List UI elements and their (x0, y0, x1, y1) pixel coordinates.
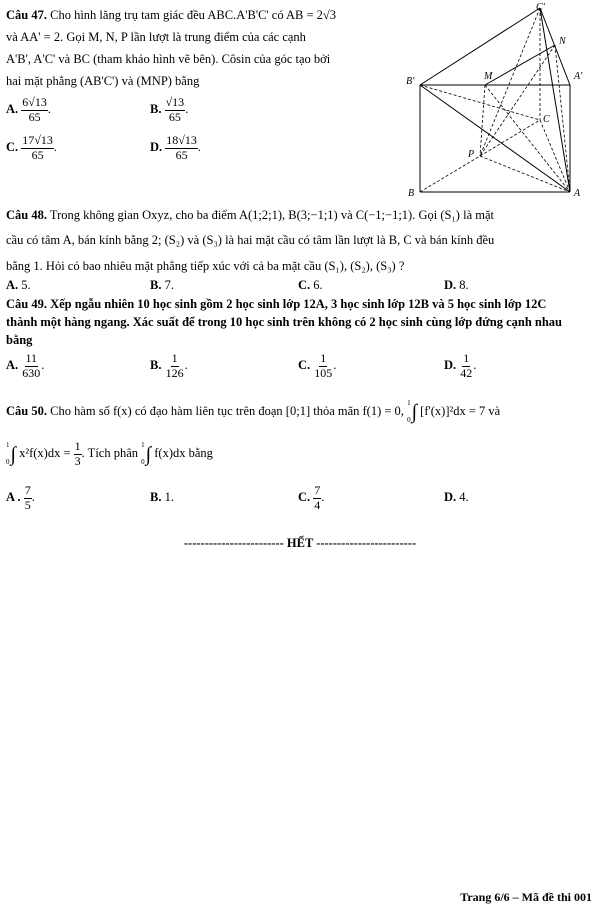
q50-option-d[interactable]: D. 4. (444, 490, 469, 504)
q48-label: Câu 48. (6, 208, 47, 222)
fraction: $\frac{1}{126}$ (165, 351, 184, 380)
q49-label: Câu 49. (6, 297, 47, 311)
q48-option-b[interactable]: B. 7. (150, 278, 174, 292)
q48-line1: Câu 48. Trong không gian Oxyz, cho ba điểm A(1;2;1), B(3;−1;1) và C(−1;−1;1). Gọi (S₁) là mặt (6, 208, 494, 222)
q48-option-d[interactable]: D. 8. (444, 278, 469, 292)
label-B: B (408, 188, 415, 199)
page-footer: Trang 6/6 – Mã đề thi 001 (460, 890, 592, 904)
q50-line2: 1 0 ∫ x²f(x)dx = $\frac{1}{3}$ . Tích phân 1 0 ∫ f(x)dx bằng (6, 439, 213, 468)
fraction: $\frac{6√13}{65}$ (22, 95, 47, 124)
fraction: $\frac{1}{42}$ (460, 351, 473, 380)
label-B': B' (406, 76, 415, 87)
fraction: $\frac{18√13}{65}$ (166, 133, 197, 162)
label-N: N (559, 36, 566, 47)
q49-option-d[interactable]: D. $\frac{1}{42}$ . (444, 351, 477, 380)
label-C: C (543, 114, 550, 125)
q47-line2: và AA' = 2. Gọi M, N, P lần lượt là trung điểm của các cạnh (6, 30, 306, 44)
q47-option-d[interactable]: D. $\frac{18√13}{65}$ . (150, 133, 201, 162)
q47-label: Câu 47. (6, 8, 47, 22)
prism-figure (400, 0, 600, 200)
q50-line1: Câu 50. Cho hàm số f(x) có đạo hàm liên tục trên đoạn [0;1] thỏa mãn f(1) = 0, 1 0 ∫ [f'(x)]²dx = 7 và (6, 399, 501, 424)
edge-B'C' (420, 8, 540, 85)
fraction: $\frac{7}{5}$ (24, 483, 31, 512)
label-A': A' (574, 71, 583, 82)
q47-line4: hai mặt phẳng (AB'C') và (MNP) bằng (6, 74, 200, 88)
fraction: $\frac{7}{4}$ (314, 483, 321, 512)
integral-sign: ∫ (10, 443, 16, 466)
edge-C'P (480, 8, 540, 156)
q48-line2: cầu có tâm A, bán kính bằng 2; (S₂) và (S₃) là hai mặt cầu có tâm lần lượt là B, C và bán kính đều (6, 233, 495, 247)
q49-option-b[interactable]: B. $\frac{1}{126}$ . (150, 351, 188, 380)
label-C': C' (536, 2, 545, 13)
q49-line3: bằng (6, 333, 33, 347)
q48-option-a[interactable]: A. 5. (6, 278, 31, 292)
q50-label: Câu 50. (6, 403, 47, 418)
q47-line1: Câu 47. Cho hình lăng trụ tam giác đều ABC.A'B'C' có AB = 2√3 (6, 8, 337, 22)
q49-line2: thành một hàng ngang. Xác suất để trong 10 học sinh trên không có 2 học sinh cùng lớp đứng cạnh nhau (6, 315, 562, 329)
q49-line1: Câu 49. Xếp ngẫu nhiên 10 học sinh gồm 2 học sinh lớp 12A, 3 học sinh lớp 12B và 5 học sinh lớp 12C (6, 297, 547, 311)
q49-option-a[interactable]: A. $\frac{11}{630}$ . (6, 351, 45, 380)
q50-option-b[interactable]: B. 1. (150, 490, 174, 504)
label-P: P (468, 149, 475, 160)
edge-MP (480, 85, 485, 156)
edge-B'A (420, 85, 570, 192)
edge-B'C (420, 85, 540, 120)
integral-sign: ∫ (411, 401, 418, 423)
q50-option-a[interactable]: A . $\frac{7}{5}$ . (6, 483, 35, 512)
fraction: $\frac{17√13}{65}$ (22, 133, 53, 162)
edge-NP (480, 45, 555, 156)
integral-limits: 1 0 (6, 441, 10, 467)
q48-option-c[interactable]: C. 6. (298, 278, 323, 292)
fraction: $\frac{11}{630}$ (22, 351, 41, 380)
q48-line3: bằng 1. Hỏi có bao nhiêu mặt phẳng tiếp xúc với cả ba mặt cầu (S₁), (S₂), (S₃) ? (6, 259, 405, 273)
q50-option-c[interactable]: C. $\frac{7}{4}$ . (298, 483, 325, 512)
fraction-one-third: $\frac{1}{3}$ (74, 439, 81, 468)
edge-MN (485, 45, 555, 85)
fraction: $\frac{1}{105}$ (314, 351, 333, 380)
end-marker: ------------------------ HẾT ------------------------ (183, 536, 417, 550)
integral-sign: ∫ (145, 443, 152, 466)
q47-option-c[interactable]: C. $\frac{17√13}{65}$ . (6, 133, 57, 162)
edge-MA (485, 85, 570, 192)
integral-limits: 1 0 (141, 441, 145, 467)
label-M: M (484, 71, 493, 82)
fraction: $\frac{√13}{65}$ (165, 95, 185, 124)
q49-option-c[interactable]: C. $\frac{1}{105}$ . (298, 351, 337, 380)
q47-option-b[interactable]: B. $\frac{√13}{65}$ . (150, 95, 189, 124)
q47-option-a[interactable]: A. $\frac{6√13}{65}$ . (6, 95, 51, 124)
edge-PA (480, 156, 570, 192)
integral-limits: 1 0 (407, 399, 411, 424)
label-A: A (574, 188, 581, 199)
q47-line3: A'B', A'C' và BC (tham khảo hình vẽ bên). Côsin của góc tạo bởi (6, 52, 331, 66)
